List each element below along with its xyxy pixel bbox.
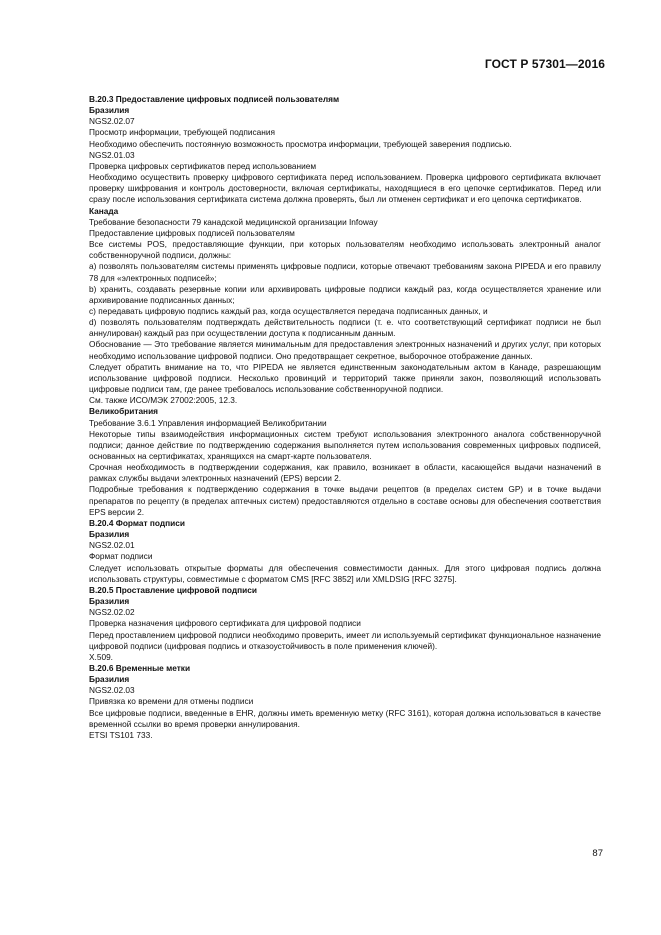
paragraph: Срочная необходимость в подтверждении содержания, как правило, возникает в области, касающейся выдачи назначений в рамках службы выдачи электронных назначений (EPS) версии 2.: [89, 462, 601, 484]
section-heading: Бразилия: [89, 105, 130, 116]
section-heading: В.20.4 Формат подписи: [89, 517, 185, 528]
paragraph: ETSI TS101 733.: [89, 729, 153, 740]
paragraph: Проверка назначения цифрового сертификата для цифровой подписи: [89, 618, 361, 629]
paragraph: Все цифровые подписи, введенные в EHR, должны иметь временную метку (RFC 3161), которая должна использоваться в качестве временной ссылки во время проверки аннулирования.: [89, 707, 601, 729]
section-heading: В.20.3 Предоставление цифровых подписей пользователям: [89, 94, 340, 104]
paragraph: NGS2.02.02: [89, 607, 135, 618]
paragraph: Некоторые типы взаимодействия информационных систем требуют использования электронного аналога собственноручной подписи; данное действие по подтверждению содержания выполняется путем использования современных цифровых подписей, основанных на сертификатах, хранящихся на смарт-карте пользователя.: [89, 428, 601, 461]
paragraph: b) хранить, создавать резервные копии или архивировать цифровые подписи каждый раз, когда осуществляется хранение или архивирование подписанных данных;: [89, 283, 601, 305]
paragraph: Следует обратить внимание на то, что PIPEDA не является единственным законодательным актом в Канаде, разрешающим использование цифровой подписи. Несколько провинций и территорий также приняли закон, позволяющий использовать цифровые подписи там, где ранее требовалось использование собственноручной подписи.: [89, 361, 601, 395]
paragraph: а) позволять пользователям системы применять цифровые подписи, которые отвечают требованиям закона PIPEDA и его правилу 78 для «электронных подписей»;: [89, 261, 601, 283]
paragraph: Необходимо осуществить проверку цифрового сертификата перед использованием. Проверка цифрового сертификата включает проверку шифрования и контроль достоверности, включая сертификаты, находящиеся в его цепочке сертификатов. Перед или сразу после использования сертификата система должна проверять, был ли отменен сертификат и его цепочка сертификатов.: [89, 172, 601, 205]
section-heading: Бразилия: [89, 596, 130, 607]
paragraph: Формат подписи: [89, 551, 153, 562]
paragraph: Следует использовать открытые форматы для обеспечения совместимости данных. Для этого цифровая подпись должна использовать структуры, совместимые с форматом CMS [RFC 3852] или XMLDSIG [RFC 3275].: [89, 562, 601, 584]
paragraph: NGS2.02.01: [89, 540, 135, 551]
page-number: 87: [592, 848, 603, 859]
paragraph: Необходимо обеспечить постоянную возможность просмотра информации, требующей заверения подписью.: [89, 138, 512, 149]
paragraph: Проверка цифровых сертификатов перед использованием: [89, 160, 317, 171]
section-heading: В.20.6 Временные метки: [89, 662, 191, 673]
section-heading: В.20.5 Проставление цифровой подписи: [89, 584, 257, 595]
section-heading: Великобритания: [89, 406, 159, 417]
paragraph: c) передавать цифровую подпись каждый раз, когда осуществляется передача подписанных данных, и: [89, 305, 488, 316]
paragraph: Требование безопасности 79 канадской медицинской организации Infoway: [89, 216, 378, 227]
paragraph: d) позволять пользователям подтверждать действительность подписи (т. е. что соответствующий сертификат подписи не был аннулирован) каждый раз при осуществлении доступа к подписанным данным.: [89, 317, 601, 339]
section-heading: Канада: [89, 205, 119, 216]
paragraph: Предоставление цифровых подписей пользователям: [89, 227, 295, 238]
paragraph: Привязка ко времени для отмены подписи: [89, 696, 254, 707]
paragraph: NGS2.02.07: [89, 116, 135, 127]
paragraph: NGS2.02.03: [89, 685, 135, 696]
section-heading: Бразилия: [89, 674, 130, 685]
paragraph: См. также ИСО/МЭК 27002:2005, 12.3.: [89, 395, 238, 406]
document-body: [89, 94, 601, 741]
paragraph: Обоснование — Это требование является минимальным для предоставления электронных назначений и других услуг, при которых необходимо использование цифровой подписи. Оно предотвращает секретное, выборочное отображение данных.: [89, 339, 601, 361]
paragraph: NGS2.01.03: [89, 149, 135, 160]
paragraph: Просмотр информации, требующей подписания: [89, 127, 275, 138]
paragraph: X.509.: [89, 651, 113, 662]
paragraph: Перед проставлением цифровой подписи необходимо проверить, имеет ли используемый сертификат функциональное назначение цифровой подписи (цифровая подпись и отказоустойчивость в поле применения ключей).: [89, 629, 602, 651]
paragraph: Подробные требования к подтверждению содержания в точке выдачи рецептов (в пределах систем GP) и в точке выдачи препаратов по рецепту (в пределах аптечных систем) предоставляются отдельно в составе основы для обеспечения соответствия EPS версии 2.: [89, 484, 601, 517]
paragraph: Все системы POS, предоставляющие функции, при которых пользователям необходимо использовать электронный аналог собственноручной подписи, должны:: [89, 239, 601, 261]
section-heading: Бразилия: [89, 529, 130, 540]
document-id: ГОСТ Р 57301—2016: [484, 57, 605, 71]
paragraph: Требование 3.6.1 Управления информацией Великобритании: [89, 417, 327, 428]
